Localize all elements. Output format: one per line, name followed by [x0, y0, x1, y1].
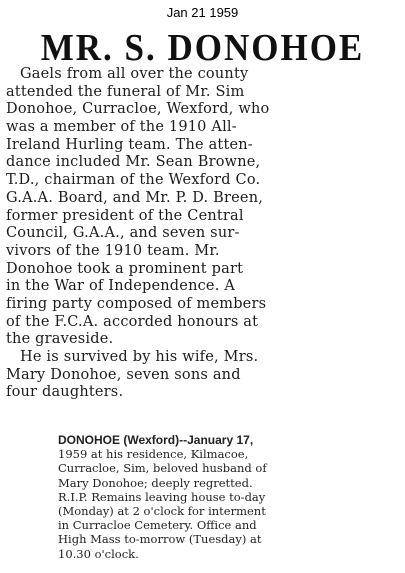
article-line: was a member of the 1910 All-: [6, 119, 237, 136]
article-line: T.D., chairman of the Wexford Co.: [6, 172, 261, 189]
clipping-date: Jan 21 1959: [166, 5, 239, 20]
notice-lead-line: [58, 433, 356, 447]
article-line: in the War of Independence. A: [6, 278, 235, 295]
article-line: Mary Donohoe, seven sons and: [6, 366, 241, 383]
article-line: former president of the Central: [6, 207, 244, 224]
notice-line: 1959 at his residence, Kilmacoe,: [58, 447, 249, 462]
death-notice: [58, 433, 356, 561]
notice-line: 10.30 o'clock.: [58, 546, 139, 561]
article-line: Ireland Hurling team. The atten-: [6, 136, 253, 153]
article-line: Council, G.A.A., and seven sur-: [6, 225, 240, 242]
article-line: He is survived by his wife, Mrs.: [20, 349, 259, 365]
article-line: Donohoe took a prominent part: [6, 260, 244, 277]
article-line: four daughters.: [6, 384, 124, 401]
article-line: attended the funeral of Mr. Sim: [6, 83, 245, 100]
obituary-article: [6, 66, 402, 402]
headline: MR. S. DONOHOE: [40, 26, 365, 69]
article-line: of the F.C.A. accorded honours at: [6, 313, 259, 330]
article-line: the graveside.: [6, 331, 114, 348]
notice-line: High Mass to-morrow (Tuesday) at: [58, 532, 262, 547]
article-line: dance included Mr. Sean Browne,: [6, 154, 261, 171]
article-line: firing party composed of members: [6, 295, 267, 312]
article-line: G.A.A. Board, and Mr. P. D. Breen,: [6, 189, 264, 206]
notice-line: in Curracloe Cemetery. Office and: [58, 518, 257, 533]
notice-line: Curracloe, Sim, beloved husband of: [58, 461, 267, 476]
article-line: vivors of the 1910 team. Mr.: [6, 242, 220, 259]
notice-line: (Monday) at 2 o'clock for interment: [58, 503, 266, 518]
notice-line: Mary Donohoe; deeply regretted.: [58, 475, 253, 490]
notice-line: R.I.P. Remains leaving house to-day: [58, 489, 266, 504]
notice-lead: DONOHOE (Wexford)--January 17,: [58, 433, 254, 447]
article-line: Gaels from all over the county: [20, 66, 249, 82]
article-line: Donohoe, Curracloe, Wexford, who: [6, 101, 270, 118]
